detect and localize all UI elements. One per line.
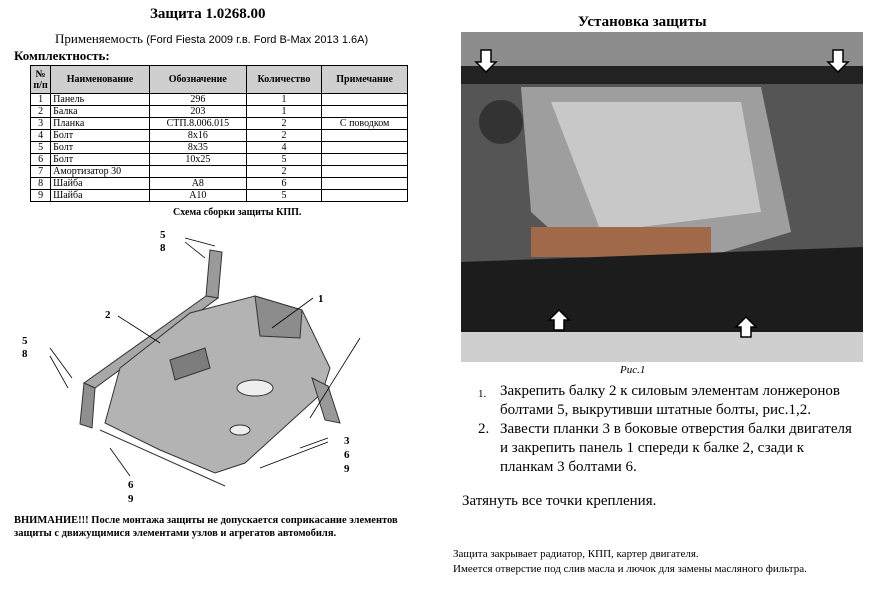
scheme-caption: Схема сборки защиты КПП. xyxy=(173,207,302,218)
step-2 xyxy=(478,420,858,477)
table-cell: Шайба xyxy=(51,178,150,190)
table-cell: 6 xyxy=(246,178,322,190)
table-cell: Болт xyxy=(51,130,150,142)
table-cell: А10 xyxy=(149,190,246,202)
note-line-1: Защита закрывает радиатор, КПП, картер двигателя. xyxy=(453,548,699,560)
table-cell xyxy=(149,166,246,178)
table-cell: Панель xyxy=(51,94,150,106)
table-cell xyxy=(322,190,408,202)
table-cell: 4 xyxy=(246,142,322,154)
beam-end xyxy=(80,383,95,428)
table-cell: 6 xyxy=(31,154,51,166)
table-cell: А8 xyxy=(149,178,246,190)
diagram-label-8-top: 8 xyxy=(160,242,166,254)
table-cell: 5 xyxy=(246,154,322,166)
warning-text: ВНИМАНИЕ!!! После монтажа защиты не допускается соприкасание элементов защиты с движущимися элементами узлов и агрегатов автомобиля. xyxy=(14,515,398,539)
table-cell xyxy=(322,130,408,142)
notes xyxy=(453,547,807,577)
final-step: Затянуть все точки крепления. xyxy=(462,493,657,509)
table-cell: Болт xyxy=(51,154,150,166)
table-cell: Болт xyxy=(51,142,150,154)
table-cell: Планка xyxy=(51,118,150,130)
note-line-2: Имеется отверстие под слив масла и лючок для замены масляного фильтра. xyxy=(453,563,807,575)
step-1-number: 1. xyxy=(478,388,487,400)
applicability-value: (Ford Fiesta 2009 г.в. Ford B-Max 2013 1.6A) xyxy=(146,34,369,46)
table-cell: 8х35 xyxy=(149,142,246,154)
table-header-cell: Количество xyxy=(246,66,322,94)
table-cell xyxy=(322,106,408,118)
table-cell: 8 xyxy=(31,178,51,190)
table-header-cell: Обозначение xyxy=(149,66,246,94)
table-cell: 4 xyxy=(31,130,51,142)
table-cell: Шайба xyxy=(51,190,150,202)
diagram-label-5-left: 5 xyxy=(22,335,28,347)
diagram-label-8-left: 8 xyxy=(22,348,28,360)
table-row xyxy=(31,106,408,118)
diagram-label-1: 1 xyxy=(318,293,324,305)
table-cell: 9 xyxy=(31,190,51,202)
step-2-text: Завести планки 3 в боковые отверстия балки двигателя и закрепить панель 1 спереди к балке 2, сзади к планкам 3 болтами 6. xyxy=(500,421,852,475)
table-cell: 5 xyxy=(246,190,322,202)
diagram-label-3: 3 xyxy=(344,435,350,447)
assembly-diagram xyxy=(10,218,430,510)
install-steps xyxy=(478,382,858,477)
table-header-cell: № п/п xyxy=(31,66,51,94)
table-cell: С поводком xyxy=(322,118,408,130)
table-cell xyxy=(322,166,408,178)
table-cell: 1 xyxy=(246,94,322,106)
table-row xyxy=(31,130,408,142)
install-title: Установка защиты xyxy=(578,14,707,30)
table-cell: 2 xyxy=(246,166,322,178)
table-cell xyxy=(322,142,408,154)
table-cell: Балка xyxy=(51,106,150,118)
table-row xyxy=(31,94,408,106)
table-header-cell: Наименование xyxy=(51,66,150,94)
step-2-number: 2. xyxy=(478,421,490,437)
diagram-label-9-right: 9 xyxy=(344,463,350,475)
drain-hole xyxy=(237,380,273,396)
table-header-cell: Примечание xyxy=(322,66,408,94)
table-cell: 8х16 xyxy=(149,130,246,142)
table-cell: 203 xyxy=(149,106,246,118)
diagram-label-5-top: 5 xyxy=(160,229,166,241)
photo-caption: Рис.1 xyxy=(620,364,646,376)
table-cell: 2 xyxy=(31,106,51,118)
table-cell: 1 xyxy=(246,106,322,118)
diagram-label-6-right: 6 xyxy=(344,449,350,461)
table-row xyxy=(31,190,408,202)
diagram-label-2: 2 xyxy=(105,309,111,321)
applicability xyxy=(55,31,368,47)
table-row xyxy=(31,166,408,178)
table-row xyxy=(31,178,408,190)
table-row xyxy=(31,118,408,130)
bracket xyxy=(312,378,340,423)
parts-table xyxy=(30,65,408,202)
diagram-label-9-bottom: 9 xyxy=(128,493,134,505)
table-cell xyxy=(322,154,408,166)
beam-vertical xyxy=(206,250,222,298)
step-1 xyxy=(478,382,858,420)
table-cell: 1 xyxy=(31,94,51,106)
table-row xyxy=(31,154,408,166)
table-cell: 7 xyxy=(31,166,51,178)
filter-hole xyxy=(230,425,250,435)
table-cell: СТП.8.006.015 xyxy=(149,118,246,130)
table-cell: 3 xyxy=(31,118,51,130)
diagram-label-6-bottom: 6 xyxy=(128,479,134,491)
panel-flange xyxy=(255,296,302,338)
table-cell xyxy=(322,178,408,190)
table-cell xyxy=(322,94,408,106)
table-cell: Амортизатор 30 xyxy=(51,166,150,178)
table-cell: 2 xyxy=(246,118,322,130)
table-cell: 5 xyxy=(31,142,51,154)
page-title: Защита 1.0268.00 xyxy=(150,6,266,22)
table-header-row xyxy=(31,66,408,94)
table-cell: 2 xyxy=(246,130,322,142)
step-1-text: Закрепить балку 2 к силовым элементам лонжеронов болтами 5, выкрутивши штатные болты, рис.1,2. xyxy=(500,383,840,418)
table-body xyxy=(31,94,408,202)
applicability-label: Применяемость xyxy=(55,31,143,46)
table-row xyxy=(31,142,408,154)
installation-photo xyxy=(461,32,863,362)
kit-label: Комплектность: xyxy=(14,48,110,63)
table-cell: 296 xyxy=(149,94,246,106)
table-cell: 10х25 xyxy=(149,154,246,166)
